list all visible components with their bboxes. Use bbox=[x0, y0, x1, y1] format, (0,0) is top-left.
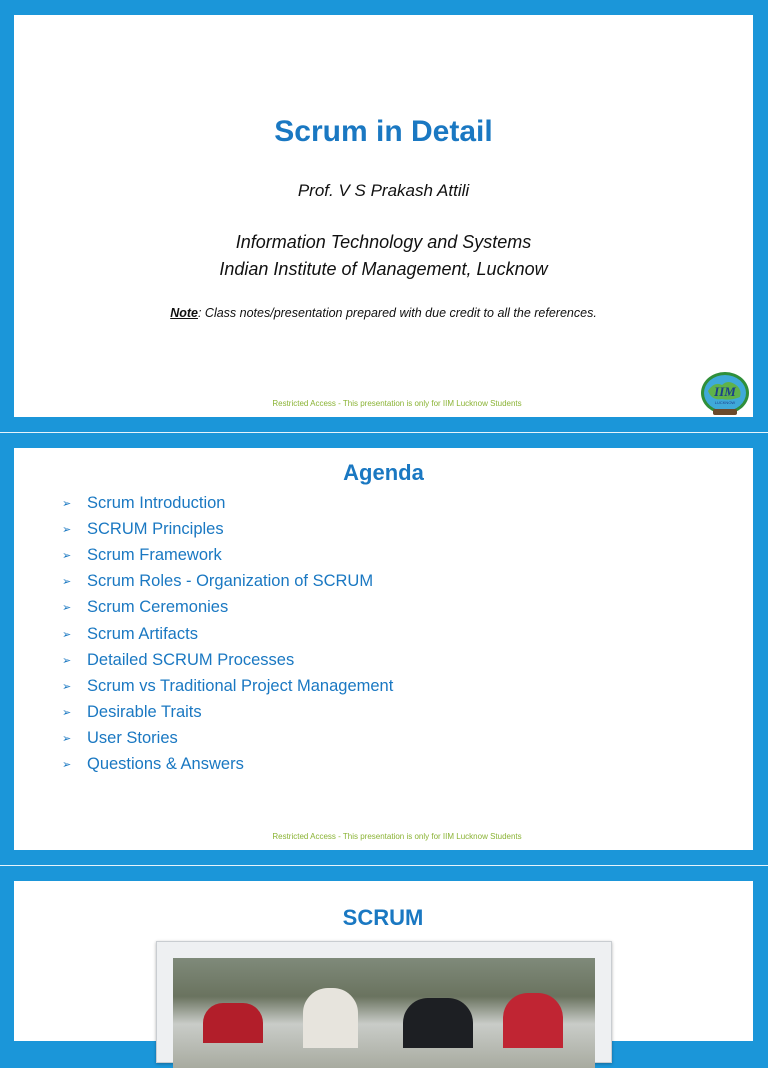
logo-subtext: LUCKNOW bbox=[714, 400, 736, 405]
arrow-bullet-icon: ➢ bbox=[62, 602, 72, 615]
photo-frame bbox=[156, 941, 612, 1063]
note-text bbox=[14, 306, 753, 320]
slide-footer: Restricted Access - This presentation is only for IIM Lucknow Students bbox=[272, 399, 522, 408]
agenda-item: ➢ Scrum Introduction bbox=[62, 493, 226, 512]
department-block bbox=[14, 229, 753, 283]
agenda-item: ➢ Scrum Framework bbox=[62, 545, 222, 564]
slide-separator bbox=[0, 865, 768, 866]
scrum-slide[interactable] bbox=[14, 881, 753, 1041]
slide-title: Scrum in Detail bbox=[274, 115, 493, 148]
agenda-item: ➢ Scrum Artifacts bbox=[62, 624, 198, 643]
agenda-item: ➢ Desirable Traits bbox=[62, 703, 202, 722]
arrow-bullet-icon: ➢ bbox=[62, 759, 72, 772]
arrow-bullet-icon: ➢ bbox=[62, 576, 72, 589]
agenda-item: ➢ Questions & Answers bbox=[62, 755, 244, 774]
iim-lucknow-logo-icon bbox=[700, 371, 750, 417]
agenda-title: Agenda bbox=[343, 460, 424, 485]
agenda-item: ➢ User Stories bbox=[62, 729, 178, 748]
slide-footer: Restricted Access - This presentation is only for IIM Lucknow Students bbox=[272, 832, 522, 841]
arrow-bullet-icon: ➢ bbox=[62, 497, 72, 510]
agenda-slide[interactable] bbox=[14, 448, 753, 850]
note-body: : Class notes/presentation prepared with due credit to all the references. bbox=[197, 306, 597, 320]
agenda-item: ➢ Detailed SCRUM Processes bbox=[62, 650, 295, 669]
agenda-item: ➢ Scrum vs Traditional Project Management bbox=[62, 676, 394, 695]
agenda-item: ➢ SCRUM Principles bbox=[62, 519, 224, 538]
agenda-list bbox=[62, 490, 393, 778]
author-name: Prof. V S Prakash Attili bbox=[297, 181, 470, 200]
agenda-item: ➢ Scrum Roles - Organization of SCRUM bbox=[62, 572, 374, 591]
note-label: Note bbox=[170, 306, 198, 320]
slide-title: SCRUM bbox=[342, 905, 424, 930]
arrow-bullet-icon: ➢ bbox=[62, 549, 72, 562]
institute-line: Indian Institute of Management, Lucknow bbox=[219, 259, 548, 279]
arrow-bullet-icon: ➢ bbox=[62, 523, 72, 536]
arrow-bullet-icon: ➢ bbox=[62, 707, 72, 720]
rugby-scrum-photo bbox=[173, 958, 595, 1068]
arrow-bullet-icon: ➢ bbox=[62, 654, 72, 667]
title-slide[interactable] bbox=[14, 15, 753, 417]
logo-text: IIM bbox=[714, 384, 736, 399]
agenda-item: ➢ Scrum Ceremonies bbox=[62, 598, 229, 617]
arrow-bullet-icon: ➢ bbox=[62, 680, 72, 693]
department-line: Information Technology and Systems bbox=[235, 232, 532, 252]
arrow-bullet-icon: ➢ bbox=[62, 733, 72, 746]
arrow-bullet-icon: ➢ bbox=[62, 628, 72, 641]
slide-separator bbox=[0, 432, 768, 433]
